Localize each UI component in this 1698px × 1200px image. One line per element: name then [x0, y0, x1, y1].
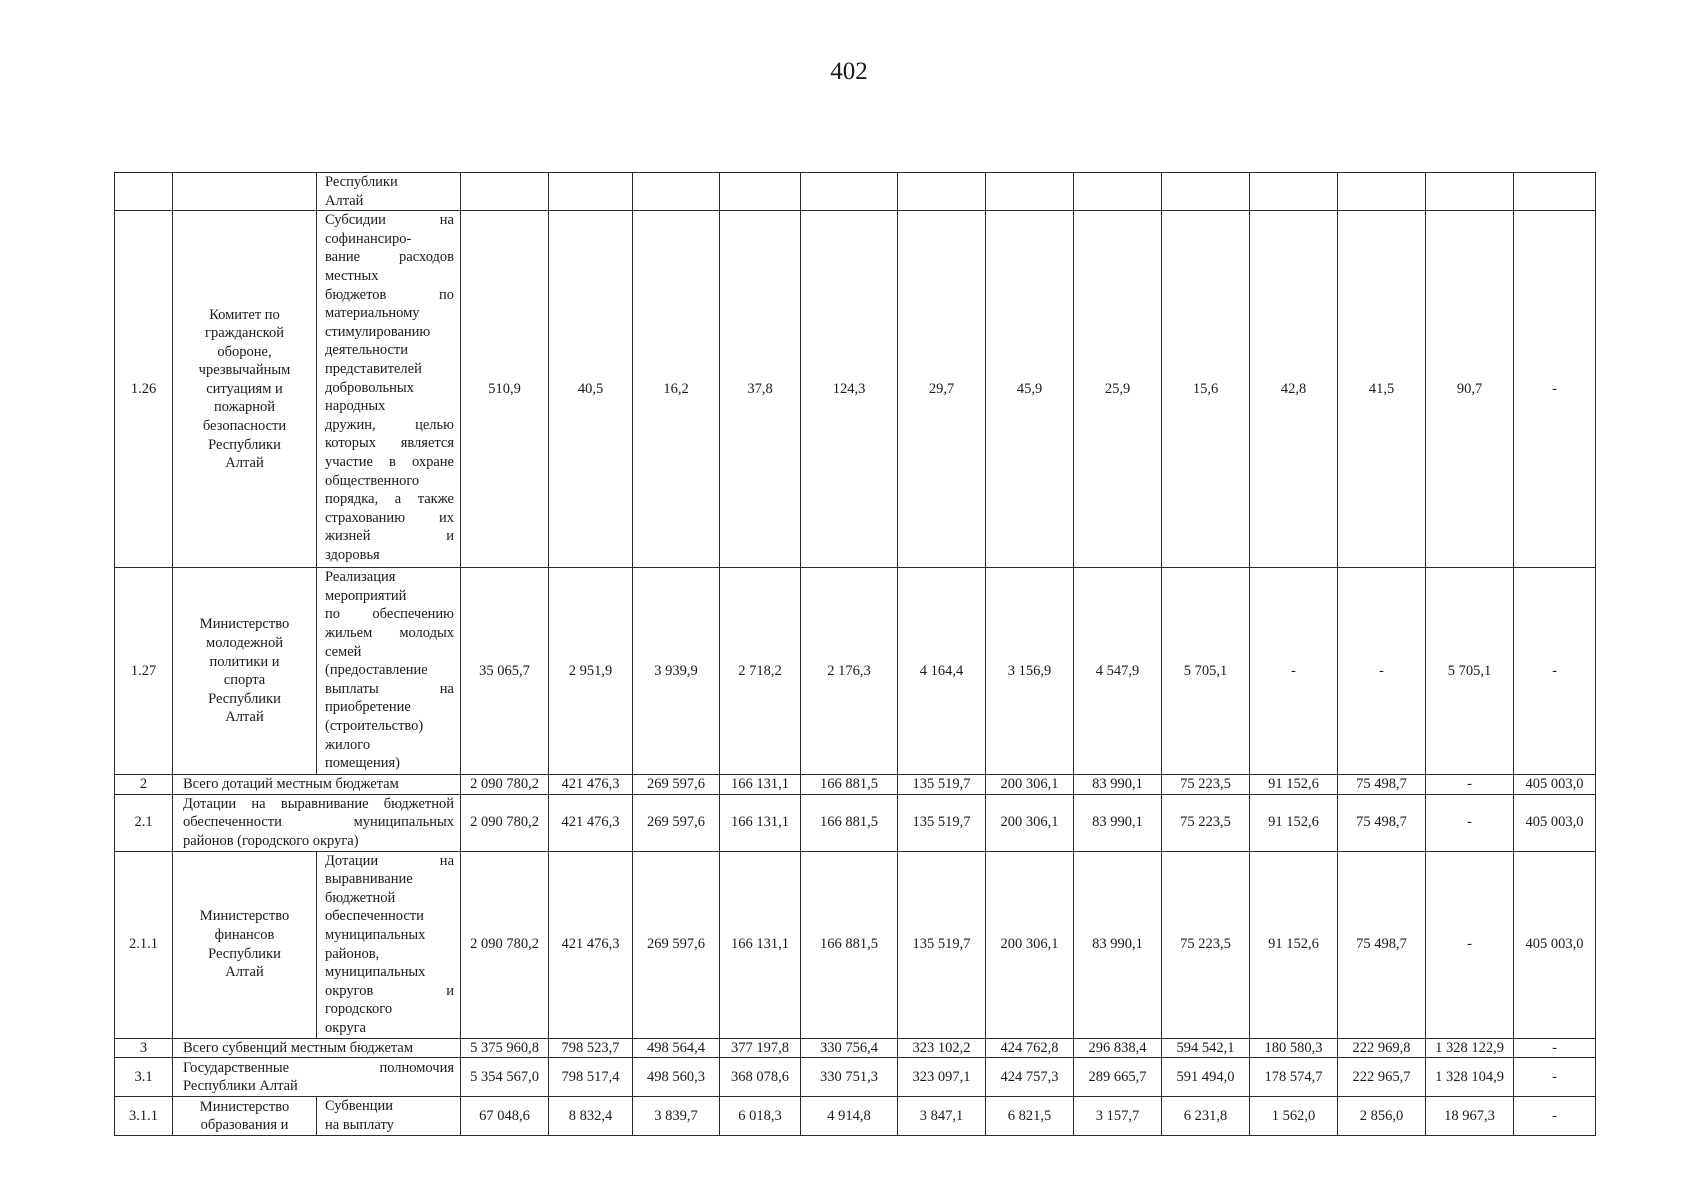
text-line: обеспеченности муниципальных [183, 814, 454, 831]
value-cell: - [1514, 1097, 1596, 1136]
value-cell: 166 131,1 [720, 851, 801, 1038]
value-cell: 25,9 [1074, 211, 1162, 568]
table-row [115, 1058, 1596, 1097]
row-number: 3.1 [115, 1058, 173, 1097]
text-line: спорта [223, 672, 266, 689]
value-cell: 18 967,3 [1426, 1097, 1514, 1136]
text-line: Всего дотаций местным бюджетам [183, 776, 399, 793]
value-cell: 3 939,9 [633, 568, 720, 775]
value-cell: 16,2 [633, 211, 720, 568]
value-cell: 83 990,1 [1074, 851, 1162, 1038]
value-cell: 798 523,7 [549, 1038, 633, 1058]
value-cell: 29,7 [898, 211, 986, 568]
text-line: Алтай [225, 964, 264, 981]
text-line: молодежной [206, 635, 283, 651]
value-cell: 45,9 [986, 211, 1074, 568]
text-line: Алтай [225, 455, 264, 472]
value-cell [1074, 173, 1162, 211]
text-line: стимулированию [325, 323, 431, 340]
organization-cell [173, 851, 317, 1038]
text-line: жилого [325, 736, 371, 753]
value-cell: 75 498,7 [1338, 851, 1426, 1038]
value-cell: - [1514, 1038, 1596, 1058]
text-line: чрезвычайным [198, 362, 291, 379]
organization-cell [173, 568, 317, 775]
text-line: районов, [325, 945, 380, 962]
text-line: Министерство [199, 616, 290, 633]
value-cell: 75 498,7 [1338, 794, 1426, 851]
text-line: выплаты на [325, 680, 454, 697]
row-number: 1.26 [115, 211, 173, 568]
text-line: Министерство [199, 1098, 290, 1115]
value-cell: 2 951,9 [549, 568, 633, 775]
text-line: представителей [325, 360, 422, 377]
value-cell: - [1426, 794, 1514, 851]
value-cell: 166 131,1 [720, 775, 801, 795]
text-line: политики и [209, 653, 280, 670]
text-line: (строительство) [325, 717, 424, 734]
value-cell: 510,9 [461, 211, 549, 568]
value-cell: 75 223,5 [1162, 851, 1250, 1038]
value-cell: 166 131,1 [720, 794, 801, 851]
row-number [115, 173, 173, 211]
value-cell: 4 914,8 [801, 1097, 898, 1136]
value-cell [1426, 173, 1514, 211]
text-line: здоровья [325, 546, 380, 563]
text-line: безопасности [202, 418, 287, 435]
value-cell: - [1514, 211, 1596, 568]
value-cell: 222 969,8 [1338, 1038, 1426, 1058]
text-line: финансов [214, 926, 275, 943]
value-cell: 200 306,1 [986, 794, 1074, 851]
value-cell: 323 097,1 [898, 1058, 986, 1097]
text-line: обороне, [217, 343, 272, 360]
text-line: по обеспечению [325, 606, 454, 623]
value-cell: 166 881,5 [801, 775, 898, 795]
value-cell: 798 517,4 [549, 1058, 633, 1097]
value-cell: 424 762,8 [986, 1038, 1074, 1058]
table-row [115, 1038, 1596, 1058]
text-line: Республики [325, 174, 398, 190]
text-line: районов (городского округа) [183, 832, 359, 849]
value-cell: 75 223,5 [1162, 775, 1250, 795]
text-line: местных [325, 267, 379, 284]
text-line: помещения) [325, 755, 400, 772]
text-line: (предоставление [325, 662, 428, 679]
value-cell: 498 564,4 [633, 1038, 720, 1058]
text-line: обеспеченности [325, 908, 424, 925]
text-line: дружин, целью [325, 416, 454, 433]
text-line: Республики [208, 690, 281, 707]
text-line: Реализация [325, 569, 396, 586]
text-line: бюджетной [325, 889, 396, 906]
value-cell: 6 821,5 [986, 1097, 1074, 1136]
row-title [173, 1058, 461, 1097]
table-row [115, 211, 1596, 568]
value-cell [986, 173, 1074, 211]
text-line: округа [325, 1019, 366, 1036]
value-cell: 37,8 [720, 211, 801, 568]
value-cell: 1 328 104,9 [1426, 1058, 1514, 1097]
text-line: Министерство [199, 908, 290, 925]
text-line: гражданской [205, 325, 284, 342]
text-line: Республики [208, 436, 281, 453]
value-cell: 421 476,3 [549, 775, 633, 795]
value-cell: 42,8 [1250, 211, 1338, 568]
value-cell: - [1426, 851, 1514, 1038]
value-cell: - [1514, 568, 1596, 775]
description-cell [317, 568, 461, 775]
text-line: Дотации на [325, 852, 454, 869]
value-cell: 166 881,5 [801, 851, 898, 1038]
value-cell [633, 173, 720, 211]
text-line: Субсидии на [325, 212, 454, 229]
value-cell: 41,5 [1338, 211, 1426, 568]
value-cell: 40,5 [549, 211, 633, 568]
row-number: 2.1 [115, 794, 173, 851]
value-cell: 124,3 [801, 211, 898, 568]
value-cell: 377 197,8 [720, 1038, 801, 1058]
table-row [115, 1097, 1596, 1136]
value-cell: 421 476,3 [549, 794, 633, 851]
description-cell [317, 173, 461, 211]
budget-table [114, 172, 1596, 1136]
value-cell: 296 838,4 [1074, 1038, 1162, 1058]
row-title [173, 794, 461, 851]
value-cell: 2 718,2 [720, 568, 801, 775]
value-cell: 269 597,6 [633, 794, 720, 851]
description-cell [317, 1097, 461, 1136]
row-title [173, 1038, 461, 1058]
value-cell [1338, 173, 1426, 211]
value-cell: 269 597,6 [633, 851, 720, 1038]
value-cell: 323 102,2 [898, 1038, 986, 1058]
text-line: Государственные полномочия [183, 1059, 454, 1076]
value-cell: 2 176,3 [801, 568, 898, 775]
value-cell: - [1250, 568, 1338, 775]
value-cell: 3 847,1 [898, 1097, 986, 1136]
text-line: образования и [200, 1117, 289, 1134]
organization-cell [173, 211, 317, 568]
text-line: Комитет по [209, 306, 280, 323]
row-number: 3 [115, 1038, 173, 1058]
text-line: Республики Алтай [183, 1078, 298, 1095]
description-cell [317, 211, 461, 568]
text-line: общественного [325, 472, 420, 489]
description-cell [317, 851, 461, 1038]
value-cell: 2 090 780,2 [461, 851, 549, 1038]
value-cell: 4 547,9 [1074, 568, 1162, 775]
value-cell: 330 751,3 [801, 1058, 898, 1097]
text-line: софинансиро- [325, 230, 412, 247]
value-cell: 424 757,3 [986, 1058, 1074, 1097]
value-cell: 8 832,4 [549, 1097, 633, 1136]
value-cell: 289 665,7 [1074, 1058, 1162, 1097]
text-line: которых является [325, 435, 454, 452]
value-cell: 166 881,5 [801, 794, 898, 851]
text-line: ситуациям и [206, 380, 283, 397]
text-line: Всего субвенций местным бюджетам [183, 1039, 414, 1056]
text-line: городского [325, 1001, 393, 1018]
text-line: вание расходов [325, 249, 454, 266]
value-cell [461, 173, 549, 211]
value-cell: 405 003,0 [1514, 794, 1596, 851]
text-line: на выплату [325, 1116, 394, 1133]
value-cell: 200 306,1 [986, 851, 1074, 1038]
value-cell [898, 173, 986, 211]
text-line: жизней и [325, 528, 454, 545]
value-cell: 135 519,7 [898, 794, 986, 851]
text-line: приобретение [325, 699, 411, 716]
value-cell: 2 856,0 [1338, 1097, 1426, 1136]
table-row [115, 794, 1596, 851]
text-line: добровольных [325, 379, 414, 396]
value-cell [549, 173, 633, 211]
value-cell [1514, 173, 1596, 211]
page-number: 402 [830, 58, 868, 85]
value-cell: 269 597,6 [633, 775, 720, 795]
value-cell: - [1514, 1058, 1596, 1097]
text-line: материальному [325, 305, 420, 322]
table-row [115, 851, 1596, 1038]
table-row [115, 775, 1596, 795]
text-line: семей [325, 643, 362, 660]
value-cell: 3 839,7 [633, 1097, 720, 1136]
value-cell: 594 542,1 [1162, 1038, 1250, 1058]
value-cell: 4 164,4 [898, 568, 986, 775]
text-line: Алтай [225, 709, 264, 726]
value-cell: 135 519,7 [898, 775, 986, 795]
text-line: муниципальных [325, 926, 426, 943]
value-cell: 75 498,7 [1338, 775, 1426, 795]
value-cell: 1 328 122,9 [1426, 1038, 1514, 1058]
value-cell: 83 990,1 [1074, 794, 1162, 851]
table-body [115, 173, 1596, 1136]
value-cell: 83 990,1 [1074, 775, 1162, 795]
value-cell: 91 152,6 [1250, 851, 1338, 1038]
value-cell: 200 306,1 [986, 775, 1074, 795]
value-cell: 368 078,6 [720, 1058, 801, 1097]
row-number: 1.27 [115, 568, 173, 775]
value-cell [720, 173, 801, 211]
text-line: мероприятий [325, 587, 407, 604]
text-line: деятельности [325, 342, 409, 359]
organization-cell [173, 173, 317, 211]
value-cell: 591 494,0 [1162, 1058, 1250, 1097]
value-cell: 330 756,4 [801, 1038, 898, 1058]
value-cell: 498 560,3 [633, 1058, 720, 1097]
value-cell: 91 152,6 [1250, 775, 1338, 795]
value-cell: 5 354 567,0 [461, 1058, 549, 1097]
text-line: народных [325, 398, 386, 415]
value-cell [801, 173, 898, 211]
value-cell: 180 580,3 [1250, 1038, 1338, 1058]
text-line: пожарной [213, 399, 276, 416]
text-line: Субвенции [325, 1098, 393, 1115]
value-cell: 2 090 780,2 [461, 794, 549, 851]
text-line: бюджетов по [325, 286, 454, 303]
value-cell: 135 519,7 [898, 851, 986, 1038]
value-cell: 91 152,6 [1250, 794, 1338, 851]
table-row [115, 173, 1596, 211]
value-cell: 1 562,0 [1250, 1097, 1338, 1136]
value-cell: 90,7 [1426, 211, 1514, 568]
value-cell: 421 476,3 [549, 851, 633, 1038]
row-number: 2.1.1 [115, 851, 173, 1038]
value-cell: 222 965,7 [1338, 1058, 1426, 1097]
text-line: Дотации на выравнивание бюджетной [183, 795, 454, 812]
value-cell: 5 705,1 [1162, 568, 1250, 775]
text-line: муниципальных [325, 964, 426, 981]
value-cell: 6 018,3 [720, 1097, 801, 1136]
row-title [173, 775, 461, 795]
value-cell: 405 003,0 [1514, 851, 1596, 1038]
text-line: округов и [325, 982, 454, 999]
value-cell [1250, 173, 1338, 211]
value-cell: 178 574,7 [1250, 1058, 1338, 1097]
value-cell: 405 003,0 [1514, 775, 1596, 795]
text-line: выравнивание [325, 871, 413, 888]
value-cell [1162, 173, 1250, 211]
organization-cell [173, 1097, 317, 1136]
text-line: Республики [208, 945, 281, 962]
text-line: участие в охране [325, 453, 454, 470]
table-row [115, 568, 1596, 775]
value-cell: - [1426, 775, 1514, 795]
text-line: жильем молодых [325, 624, 454, 641]
value-cell: 75 223,5 [1162, 794, 1250, 851]
text-line: Алтай [325, 192, 364, 209]
value-cell: - [1338, 568, 1426, 775]
value-cell: 3 156,9 [986, 568, 1074, 775]
value-cell: 5 705,1 [1426, 568, 1514, 775]
value-cell: 15,6 [1162, 211, 1250, 568]
row-number: 3.1.1 [115, 1097, 173, 1136]
value-cell: 67 048,6 [461, 1097, 549, 1136]
value-cell: 5 375 960,8 [461, 1038, 549, 1058]
value-cell: 35 065,7 [461, 568, 549, 775]
value-cell: 3 157,7 [1074, 1097, 1162, 1136]
text-line: страхованию их [325, 509, 454, 526]
row-number: 2 [115, 775, 173, 795]
value-cell: 6 231,8 [1162, 1097, 1250, 1136]
text-line: порядка, а также [325, 491, 454, 508]
value-cell: 2 090 780,2 [461, 775, 549, 795]
